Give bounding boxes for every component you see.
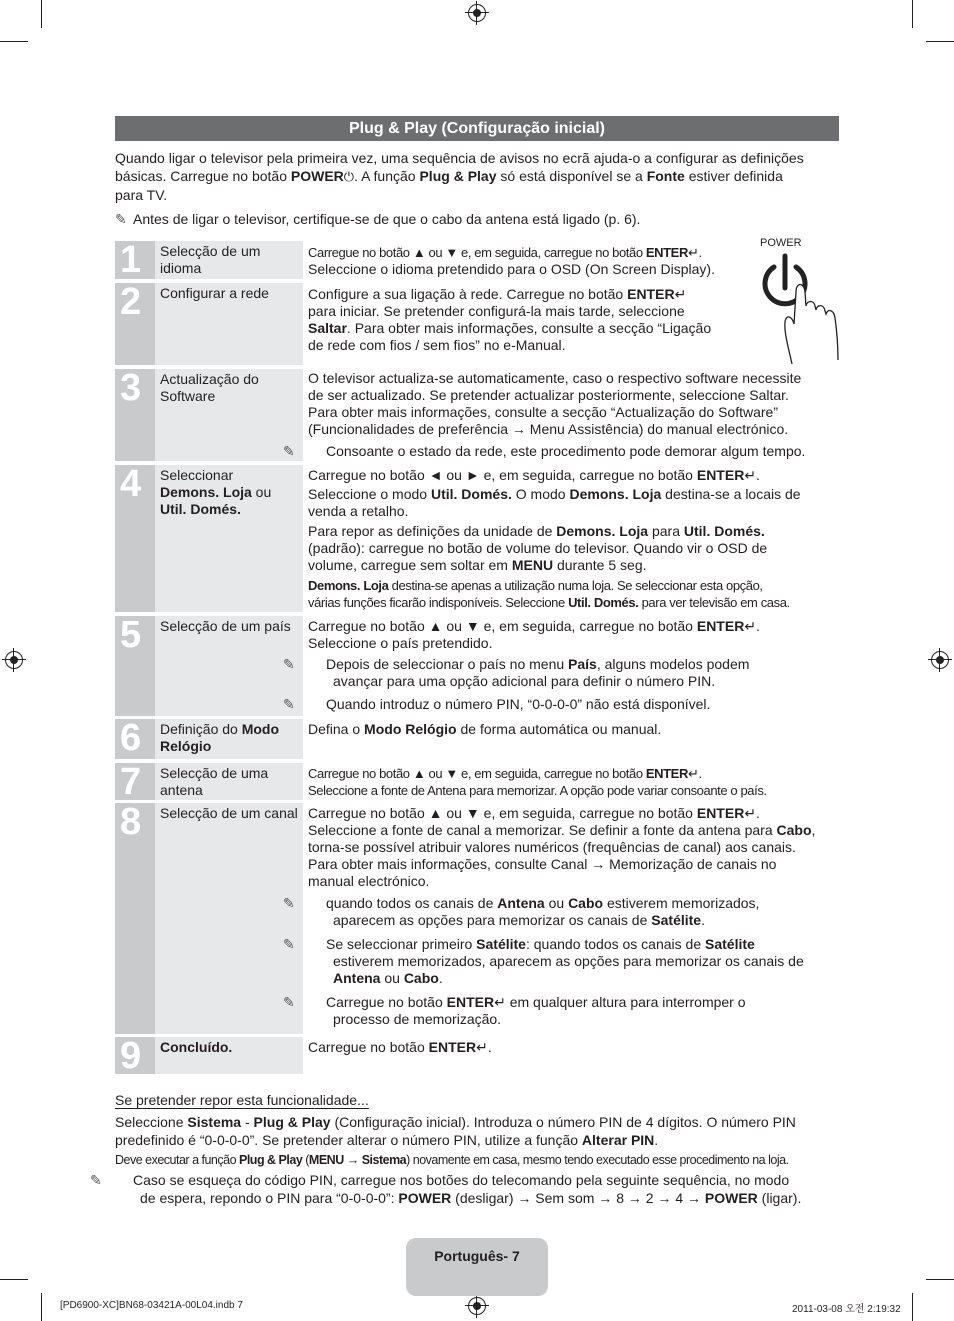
intro-paragraph: Quando ligar o televisor pela primeira vez, uma sequência de avisos no ecrã ajuda-o a configurar as definições básicas. Carregue no botão POWER⏻. A função Plug & Play só está disponível se a Fonte estiver definida para TV. [115, 150, 804, 203]
step-label: Definição do Modo Relógio [160, 721, 280, 754]
step-label: Selecção de uma antena [160, 765, 269, 798]
step-label: Selecção de um país [160, 618, 291, 634]
footer-file-info: [PD6900-XC]BN68-03421A-00L04.indb 7 [60, 1300, 243, 1311]
note-pencil-icon: ✎ [283, 443, 295, 459]
power-icon: ⏻ [343, 169, 355, 184]
section-title: Plug & Play (Configuração inicial) [115, 116, 839, 141]
registration-mark-icon [468, 1297, 486, 1315]
enter-icon: ↵ [687, 766, 699, 781]
step-description: Carregue no botão ▲ ou ▼ e, em seguida, carregue no botão ENTER↵. Seleccione a fonte de Antena para memorizar. A opção pode variar consoante o país. [308, 766, 767, 798]
step-row-9 [115, 1035, 839, 1077]
footer-date: 2011-03-08 오전 2:19:32 [792, 1304, 901, 1315]
step-description: Configure a sua ligação à rede. Carregue no botão ENTER↵ para iniciar. Se pretender configurá-la mais tarde, seleccione Saltar. Para obter mais informações, consulte a secção “Ligação de rede com fios / sem fios” no e-Manual. [308, 286, 712, 353]
note-pencil-icon: ✎ [90, 1172, 102, 1188]
enter-icon: ↵ [744, 467, 757, 483]
step-row-3 [115, 369, 839, 461]
registration-mark-icon [468, 4, 486, 22]
step-row-7 [115, 761, 839, 803]
intro-note: ✎ Antes de ligar o televisor, certifique-se de que o cabo da antena está ligado (p. 6). [115, 211, 641, 227]
note-pencil-icon: ✎ [283, 696, 295, 712]
step-row-6 [115, 719, 839, 759]
step-label: Configurar a rede [160, 285, 269, 301]
step-number: 1 [120, 239, 142, 281]
enter-icon: ↵ [744, 805, 757, 821]
step-row-8 [115, 803, 839, 1034]
step-label: Selecção de um canal [160, 805, 298, 821]
step-row-1 [115, 241, 839, 279]
step-row-5 [115, 616, 839, 716]
step-description: Carregue no botão ENTER↵. [308, 1039, 492, 1055]
step-number: 9 [120, 1035, 142, 1077]
step-description: Carregue no botão ▲ ou ▼ e, em seguida, carregue no botão ENTER↵. Seleccione a fonte de canal a memorizar. Se definir a fonte da antena para Cabo, torna-se possível atribuir valores numéricos (frequências de canal) aos canais. Para obter mais informações, consulte Canal → Memorização de canais no manual electrónico. ✎ quando todos os canais de Antena ou Cabo estiverem memorizados, aparecem as opções para memorizar os canais de Satélite. ✎ Se seleccionar primeiro Satélite: quando todos os canais de Satélite estiverem memorizados, aparecem as opções para memorizar os canais de Antena ou Cabo. ✎ Carregue no botão ENTER↵ em qualquer altura para interromper o processo de memorização. [283, 805, 816, 1027]
step-number: 8 [120, 801, 142, 843]
reset-heading: Se pretender repor esta funcionalidade... [115, 1092, 369, 1108]
registration-mark-icon [5, 651, 23, 669]
enter-icon: ↵ [744, 618, 757, 634]
step-label: Selecção de um idioma [160, 243, 261, 276]
step-number: 5 [120, 614, 142, 656]
note-pencil-icon: ✎ [283, 936, 295, 952]
enter-icon: ↵ [494, 994, 506, 1010]
note-pencil-icon: ✎ [283, 895, 295, 911]
step-number: 6 [120, 717, 142, 759]
note-pencil-icon: ✎ [283, 994, 295, 1010]
step-number: 2 [120, 281, 142, 323]
step-label: Seleccionar Demons. Loja ou Util. Domés. [160, 467, 272, 517]
enter-icon: ↵ [476, 1039, 488, 1055]
step-row-4 [115, 465, 839, 612]
step-description: Carregue no botão ▲ ou ▼ e, em seguida, carregue no botão ENTER↵. Seleccione o país pretendido. ✎ Depois de seleccionar o país no menu País, alguns modelos podem avançar para uma opção adicional para definir o número PIN. ✎ Quando introduz o número PIN, “0-0-0-0” não está disponível. [283, 618, 760, 712]
enter-icon: ↵ [687, 245, 699, 260]
enter-icon: ↵ [674, 286, 687, 302]
note-pencil-icon: ✎ [115, 211, 127, 227]
power-button-illustration: POWER [752, 236, 844, 366]
registration-mark-icon [931, 651, 949, 669]
step-row-2 [115, 283, 839, 365]
step-label: Actualização do Software [160, 371, 259, 404]
step-description: Carregue no botão ▲ ou ▼ e, em seguida, carregue no botão ENTER↵. Seleccione o idioma pretendido para o OSD (On Screen Display). [308, 245, 715, 277]
step-description: Carregue no botão ◄ ou ► e, em seguida, carregue no botão ENTER↵. Seleccione o modo Util. Domés. O modo Demons. Loja destina-se a locais de venda a retalho. Para repor as definições da unidade de Demons. Loja para Util. Domés. (padrão): carregue no botão de volume do televisor. Quando vir o OSD de volume, carregue sem soltar em MENU durante 5 seg. Demons. Loja destina-se apenas a utilização numa loja. Se seleccionar esta opção, várias funções ficarão indisponíveis. Seleccione Util. Domés. para ver televisão em casa. [308, 467, 801, 610]
step-number: 7 [120, 761, 142, 803]
step-label: Concluído. [160, 1039, 233, 1055]
step-number: 4 [120, 463, 142, 505]
note-pencil-icon: ✎ [283, 656, 295, 672]
step-description: Defina o Modo Relógio de forma automática ou manual. [308, 721, 662, 737]
page-number-tab: Português- 7 [406, 1238, 548, 1296]
step-number: 3 [120, 367, 142, 409]
reset-paragraph: Seleccione Sistema - Plug & Play (Configuração inicial). Introduza o número PIN de 4 dígitos. O número PIN predefinido é “0-0-0-0”. Se pretender alterar o número PIN, utilize a função Alterar PIN. Deve executar a função Plug & Play (MENU → Sistema) novamente em casa, mesmo tendo executado esse procedimento na loja. ✎ Caso se esqueça do código PIN, carregue nos botões do telecomando pela seguinte sequência, no modo de espera, repondo o PIN para “0-0-0-0”: POWER (desligar) → Sem som → 8 → 2 → 4 → POWER (ligar). [90, 1114, 802, 1206]
step-description: O televisor actualiza-se automaticamente, caso o respectivo software necessite de ser actualizado. Se pretender actualizar posteriormente, seleccione Saltar. Para obter mais informações, consulte a secção “Actualização do Software” (Funcionalidades de preferência → Menu Assistência) do manual electrónico. ✎ Consoante o estado da rede, este procedimento pode demorar algum tempo. [283, 370, 806, 459]
